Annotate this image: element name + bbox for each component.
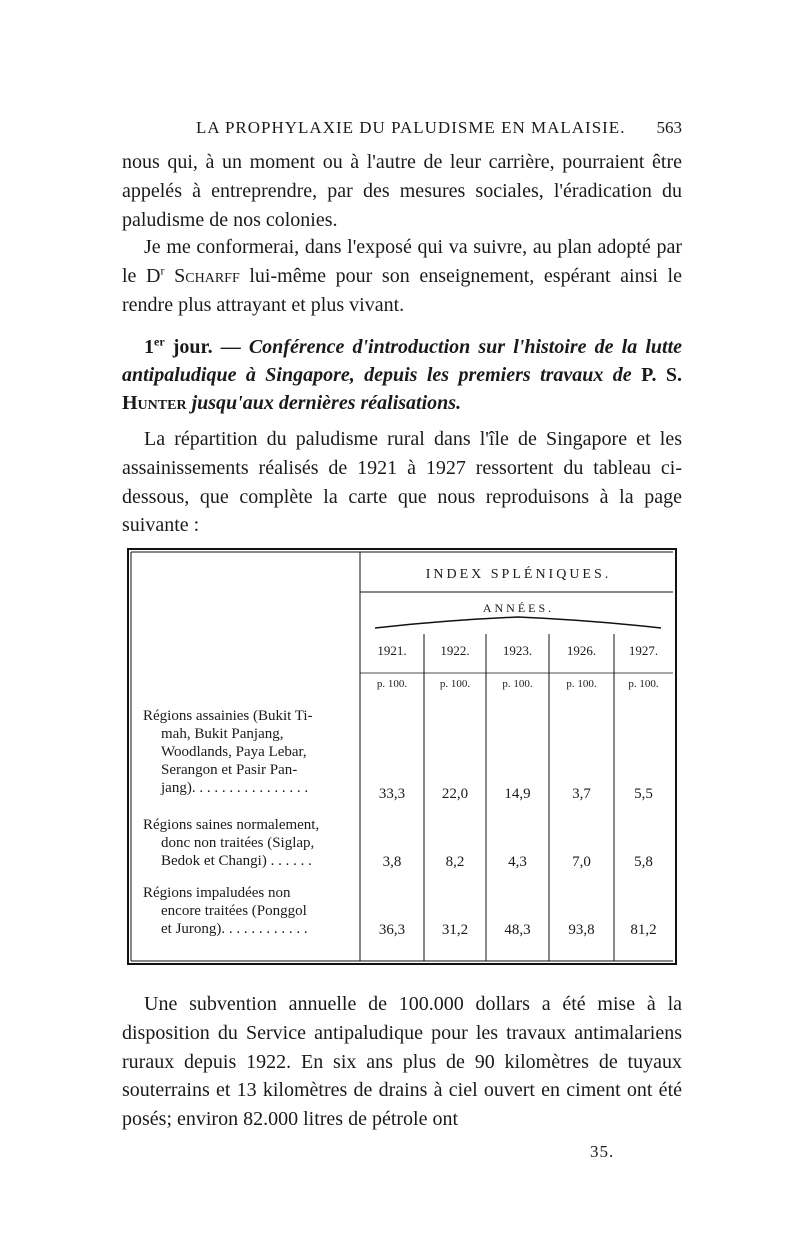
table-cell-value: 48,3 — [504, 922, 531, 938]
unit-label: p. 100. — [566, 678, 597, 690]
unit-label: p. 100. — [376, 678, 408, 690]
signature-number: 35. — [590, 1142, 615, 1161]
paragraph-continuation — [122, 148, 682, 234]
running-head — [122, 118, 682, 142]
author-name: Hunter — [122, 392, 187, 414]
row-label-line: Woodlands, Paya Lebar, — [161, 744, 307, 760]
paragraph-plan — [122, 233, 682, 319]
unit-label: p. 100. — [628, 678, 659, 690]
unit-label: p. 100. — [439, 678, 471, 690]
table-cell-value: 4,3 — [508, 854, 527, 870]
table-cell-value: 7,0 — [572, 854, 591, 870]
paragraph-text: La répartition du paludisme rural dans l'île de Singapore et les assainissements réalisés de 1921 à 1927 ressortent du tableau ci-dessous, que complète la carte que nous reproduisons à la page suivante : — [122, 428, 682, 537]
row-label-line: Régions assainies (Bukit Ti- — [143, 708, 313, 724]
table-subheader-years: ANNÉES. — [482, 601, 555, 615]
year-header: 1923. — [502, 643, 533, 658]
table-cell-value: 5,8 — [634, 854, 653, 870]
table-header-splenic-index: INDEX SPLÉNIQUES. — [425, 567, 612, 582]
lecture-title-tail: jusqu'aux dernières réalisations. — [186, 392, 462, 414]
row-label-line: Bedok et Changi) . . . . . . — [161, 853, 312, 869]
text-run: lui-même pour son enseignement, espérant ainsi le rendre plus attrayant et plus vivant. — [122, 264, 682, 316]
row-label-line: donc non traitées (Siglap, — [161, 835, 315, 851]
row-label-line: mah, Bukit Panjang, — [161, 726, 284, 742]
splenic-index-table — [127, 548, 677, 965]
year-header: 1922. — [440, 643, 470, 658]
row-label-malarious-regions — [143, 884, 363, 938]
page-number: 563 — [656, 118, 682, 137]
author-initials: P. S. — [631, 364, 682, 386]
table-cell-value: 33,3 — [378, 786, 406, 802]
paragraph-subsidy — [122, 990, 682, 1134]
text-run: jour. — — [164, 336, 249, 358]
row-label-line: et Jurong). . . . . . . . . . . . — [161, 921, 308, 937]
year-header: 1921. — [377, 643, 407, 658]
paragraph-intro-table — [122, 425, 682, 540]
author-name: Scharff — [174, 264, 240, 287]
row-label-line: Régions saines normalement, — [143, 817, 320, 833]
row-label-healthy-regions — [143, 816, 363, 870]
year-header: 1926. — [566, 643, 597, 658]
section-heading-text — [122, 333, 682, 417]
table-cell-value: 5,5 — [634, 786, 653, 802]
paragraph-text: Une subvention annuelle de 100.000 dollars a été mise à la disposition du Service antipaludique pour les travaux antimalariens ruraux depuis 1922. En six ans plus de 90 kilomètres de tuyaux souterrains et 13 kilomètres de drains à ciel ouvert en ciment ont été posés; environ 82.000 litres de pétrole ont — [122, 993, 682, 1131]
row-label-line: encore traitées (Ponggol — [161, 903, 307, 919]
table-cell-value: 3,8 — [382, 854, 402, 870]
row-label-line: jang). . . . . . . . . . . . . . . . — [161, 780, 309, 796]
row-label-sanitized-regions — [143, 707, 363, 797]
day-number: 1 — [144, 336, 154, 358]
table-cell-value: 93,8 — [568, 922, 595, 938]
unit-label: p. 100. — [502, 678, 533, 690]
table-cell-value: 22,0 — [441, 786, 469, 802]
lecture-title: Conférence d'introduction sur l'histoire de la lutte antipaludique à Singapore, depuis les premiers travaux de — [122, 336, 682, 386]
table-cell-value: 36,3 — [378, 922, 406, 938]
table-cell-value: 3,7 — [572, 786, 591, 802]
year-header: 1927. — [628, 643, 659, 658]
superscript: er — [154, 334, 165, 349]
paragraph-text — [122, 233, 682, 319]
row-label-line: Régions impaludées non — [143, 885, 291, 901]
row-label-line: Serangon et Pasir Pan- — [161, 762, 298, 778]
running-head-title: LA PROPHYLAXIE DU PALUDISME EN MALAISIE. — [196, 118, 626, 137]
paragraph-text: nous qui, à un moment ou à l'autre de leur carrière, pourraient être appelés à entreprendre, par des mesures sociales, l'éradication du paludisme de nos colonies. — [122, 151, 682, 231]
table-cell-value: 31,2 — [441, 922, 469, 938]
superscript: r — [160, 263, 165, 278]
table-cell-value: 14,9 — [504, 786, 531, 802]
text-run: Je me conformerai, dans l'exposé qui va suivre, au plan adopté par le D — [122, 236, 682, 287]
table-cell-value: 81,2 — [630, 922, 657, 938]
section-heading-day-one — [122, 333, 682, 417]
table-cell-value: 8,2 — [445, 854, 465, 870]
